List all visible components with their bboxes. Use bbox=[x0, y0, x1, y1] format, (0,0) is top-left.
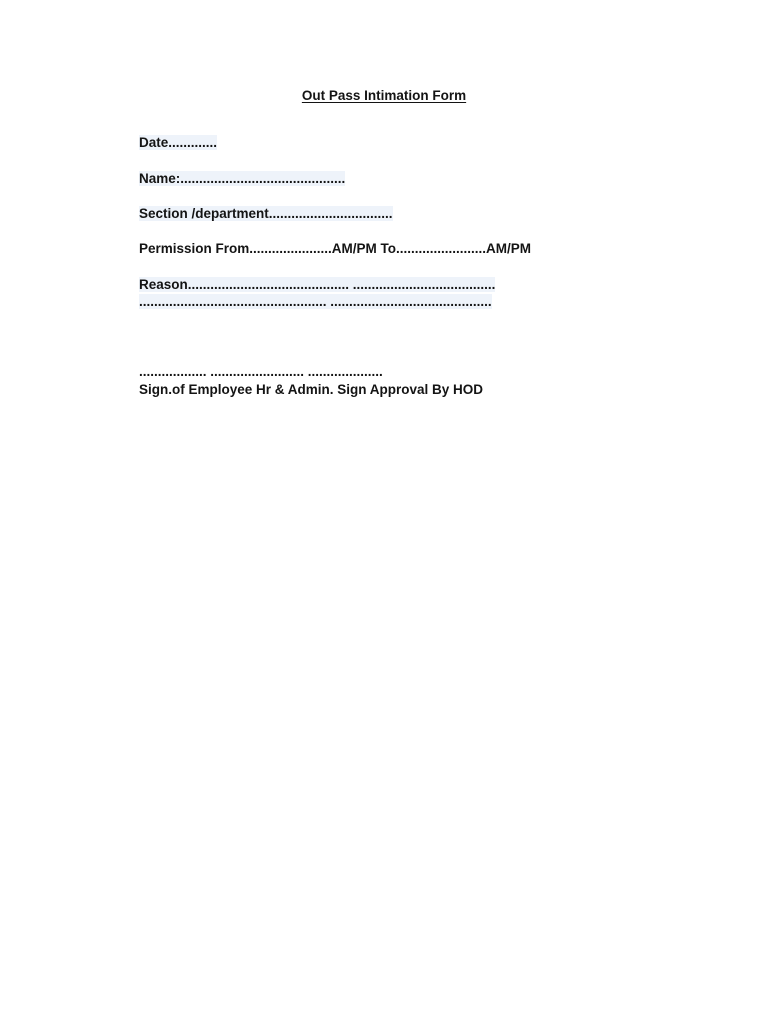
section-field-line bbox=[139, 205, 393, 222]
permission-field-text: Permission From......................AM/PM To........................AM/PM bbox=[139, 241, 532, 256]
date-field-line bbox=[139, 134, 217, 151]
reason-field-line-2 bbox=[139, 293, 492, 310]
signature-dots-text: .................. ......................... .................... bbox=[139, 364, 383, 379]
signature-dots-line bbox=[139, 363, 383, 380]
name-field-text: Name:............................................ bbox=[139, 171, 346, 186]
reason-field-line-1 bbox=[139, 276, 495, 293]
date-field-text: Date............. bbox=[139, 135, 218, 150]
name-field-line bbox=[139, 170, 345, 187]
signature-labels-text: Sign.of Employee Hr & Admin. Sign Approval By HOD bbox=[139, 382, 484, 397]
reason-field-text-1: Reason........................................... ...................................... bbox=[139, 277, 496, 292]
signature-labels-line bbox=[139, 381, 483, 398]
reason-field-text-2: .................................................. ........................................... bbox=[139, 294, 492, 309]
section-field-text: Section /department................................. bbox=[139, 206, 393, 221]
form-title: Out Pass Intimation Form bbox=[301, 88, 467, 103]
permission-field-line bbox=[139, 240, 531, 257]
